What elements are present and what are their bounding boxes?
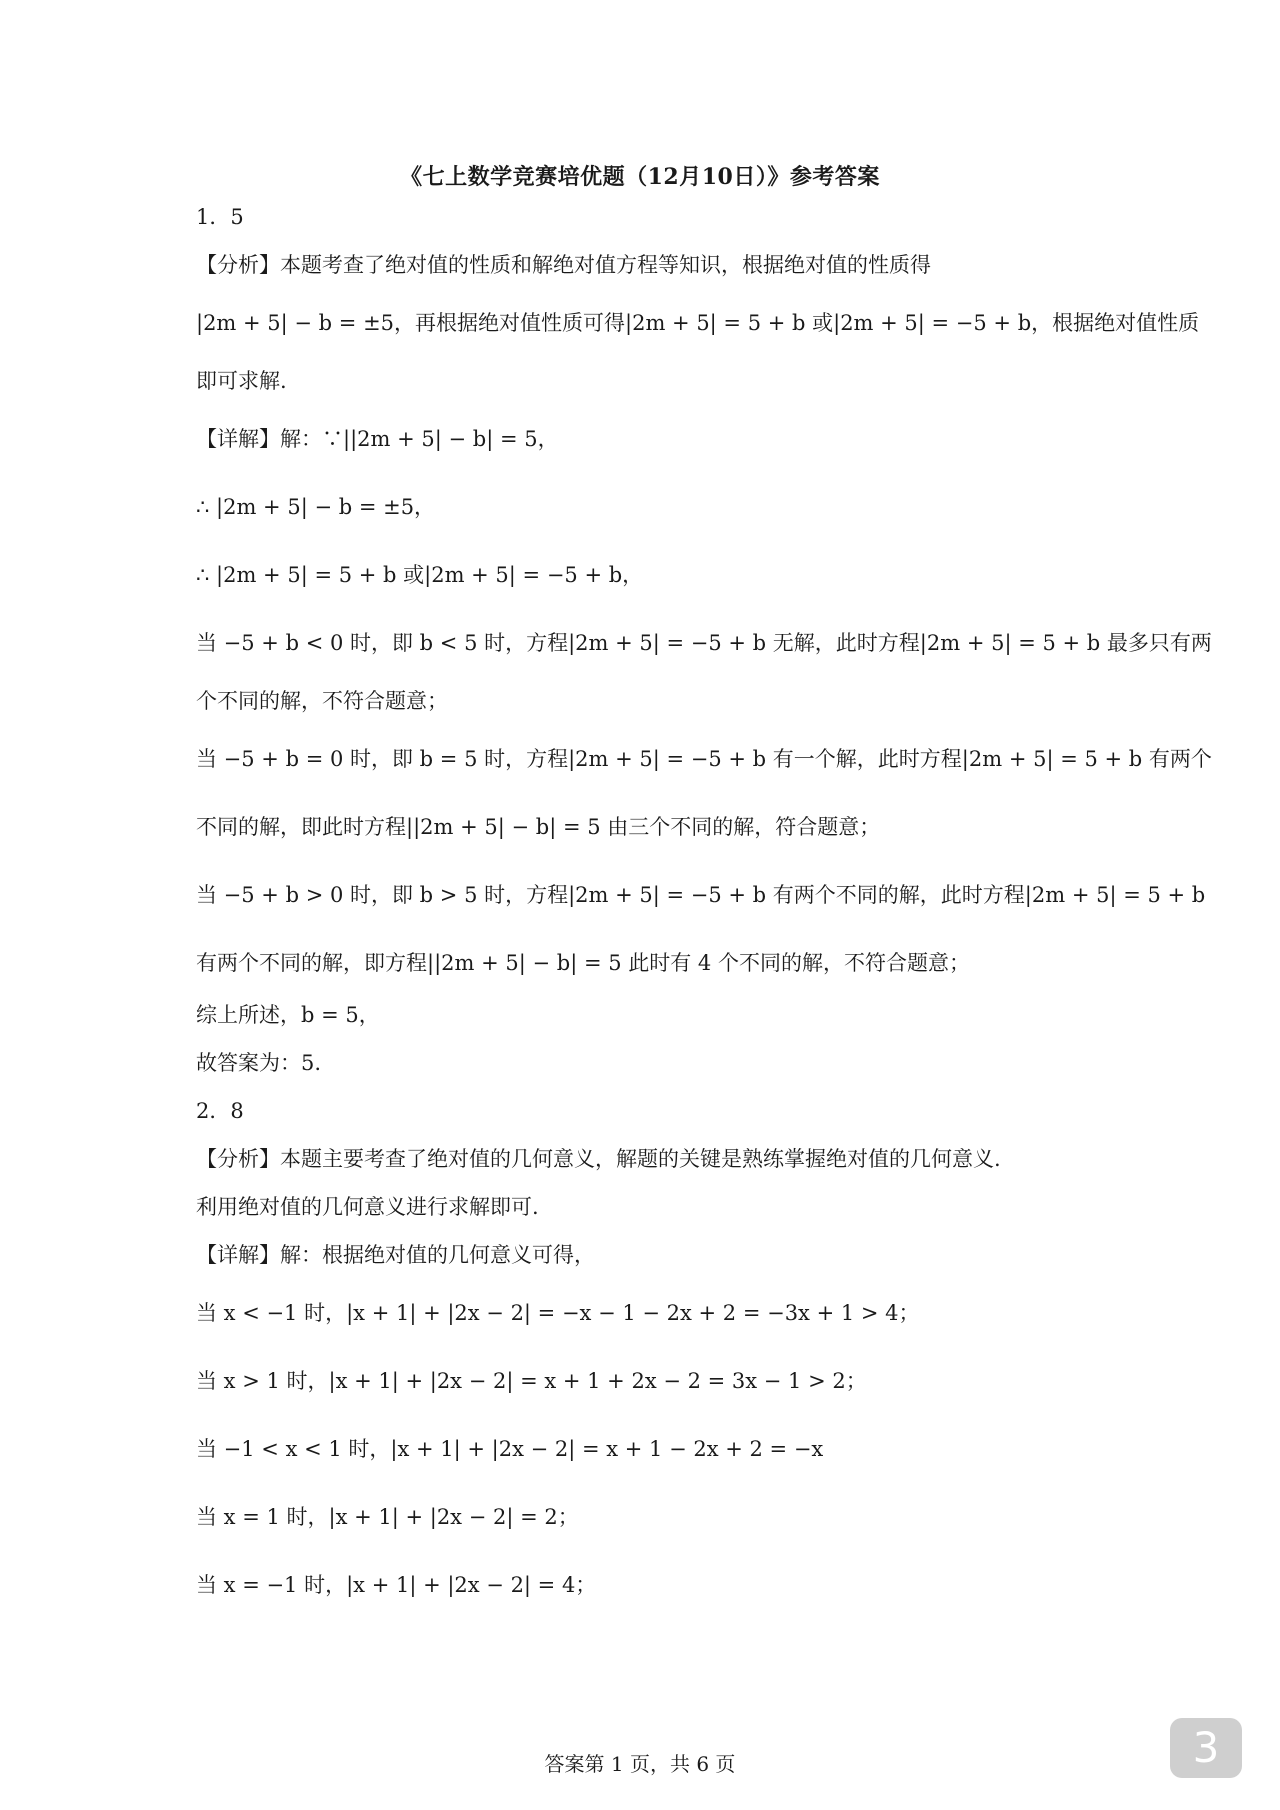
q2-analysis-line-2: 利用绝对值的几何意义进行求解即可. [196,1195,539,1219]
q1-case3-line-2: 有两个不同的解，即方程||2m + 5| − b| = 5 此时有 4 个不同的解，不符合题意； [196,951,970,975]
q1-case1-line-1: 当 −5 + b < 0 时，即 b < 5 时，方程|2m + 5| = −5 + b 无解，此时方程|2m + 5| = 5 + b 最多只有两 [196,631,1212,655]
q1-summary: 综上所述，b = 5， [196,1003,380,1027]
q2-case-3: 当 −1 < x < 1 时，|x + 1| + |2x − 2| = x + 1 − 2x + 2 = −x [196,1437,824,1461]
page-title: 《七上数学竞赛培优题（12月10日）》参考答案 [400,164,880,190]
q1-step-2: ∴ |2m + 5| = 5 + b 或|2m + 5| = −5 + b， [196,563,644,587]
q2-answer: 2．8 [196,1099,244,1123]
q1-step-1: ∴ |2m + 5| − b = ±5， [196,495,436,519]
answer-content [196,200,1212,1602]
page-number-badge: 3 [1170,1718,1242,1778]
q1-answer: 1．5 [196,205,244,229]
q1-case2-line-1: 当 −5 + b = 0 时，即 b = 5 时，方程|2m + 5| = −5 + b 有一个解，此时方程|2m + 5| = 5 + b 有两个 [196,747,1212,771]
q1-analysis-line-1: 【分析】本题考查了绝对值的性质和解绝对值方程等知识，根据绝对值的性质得 [196,253,931,277]
page-footer: 答案第 1 页，共 6 页 [544,1752,736,1776]
q1-detail-line: 【详解】解：∵||2m + 5| − b| = 5， [196,427,559,451]
q2-case-2: 当 x > 1 时，|x + 1| + |2x − 2| = x + 1 + 2x − 2 = 3x − 1 > 2； [196,1369,867,1393]
q1-final-answer: 故答案为：5. [196,1051,322,1075]
q2-case-1: 当 x < −1 时，|x + 1| + |2x − 2| = −x − 1 − 2x + 2 = −3x + 1 > 4； [196,1301,920,1325]
q1-case3-line-1: 当 −5 + b > 0 时，即 b > 5 时，方程|2m + 5| = −5 + b 有两个不同的解，此时方程|2m + 5| = 5 + b [196,883,1206,907]
q2-detail-line: 【详解】解：根据绝对值的几何意义可得， [196,1243,595,1267]
q2-analysis-line-1: 【分析】本题主要考查了绝对值的几何意义，解题的关键是熟练掌握绝对值的几何意义. [196,1147,1001,1171]
q2-case-4: 当 x = 1 时，|x + 1| + |2x − 2| = 2； [196,1505,579,1529]
q1-case2-line-2: 不同的解，即此时方程||2m + 5| − b| = 5 由三个不同的解，符合题意； [196,815,881,839]
q2-case-5: 当 x = −1 时，|x + 1| + |2x − 2| = 4； [196,1573,597,1597]
q1-analysis-line-2: |2m + 5| − b = ±5，再根据绝对值性质可得|2m + 5| = 5 + b 或|2m + 5| = −5 + b，根据绝对值性质 [196,311,1200,335]
q1-case1-line-2: 个不同的解，不符合题意； [196,689,448,713]
q1-analysis-line-3: 即可求解. [196,369,287,393]
